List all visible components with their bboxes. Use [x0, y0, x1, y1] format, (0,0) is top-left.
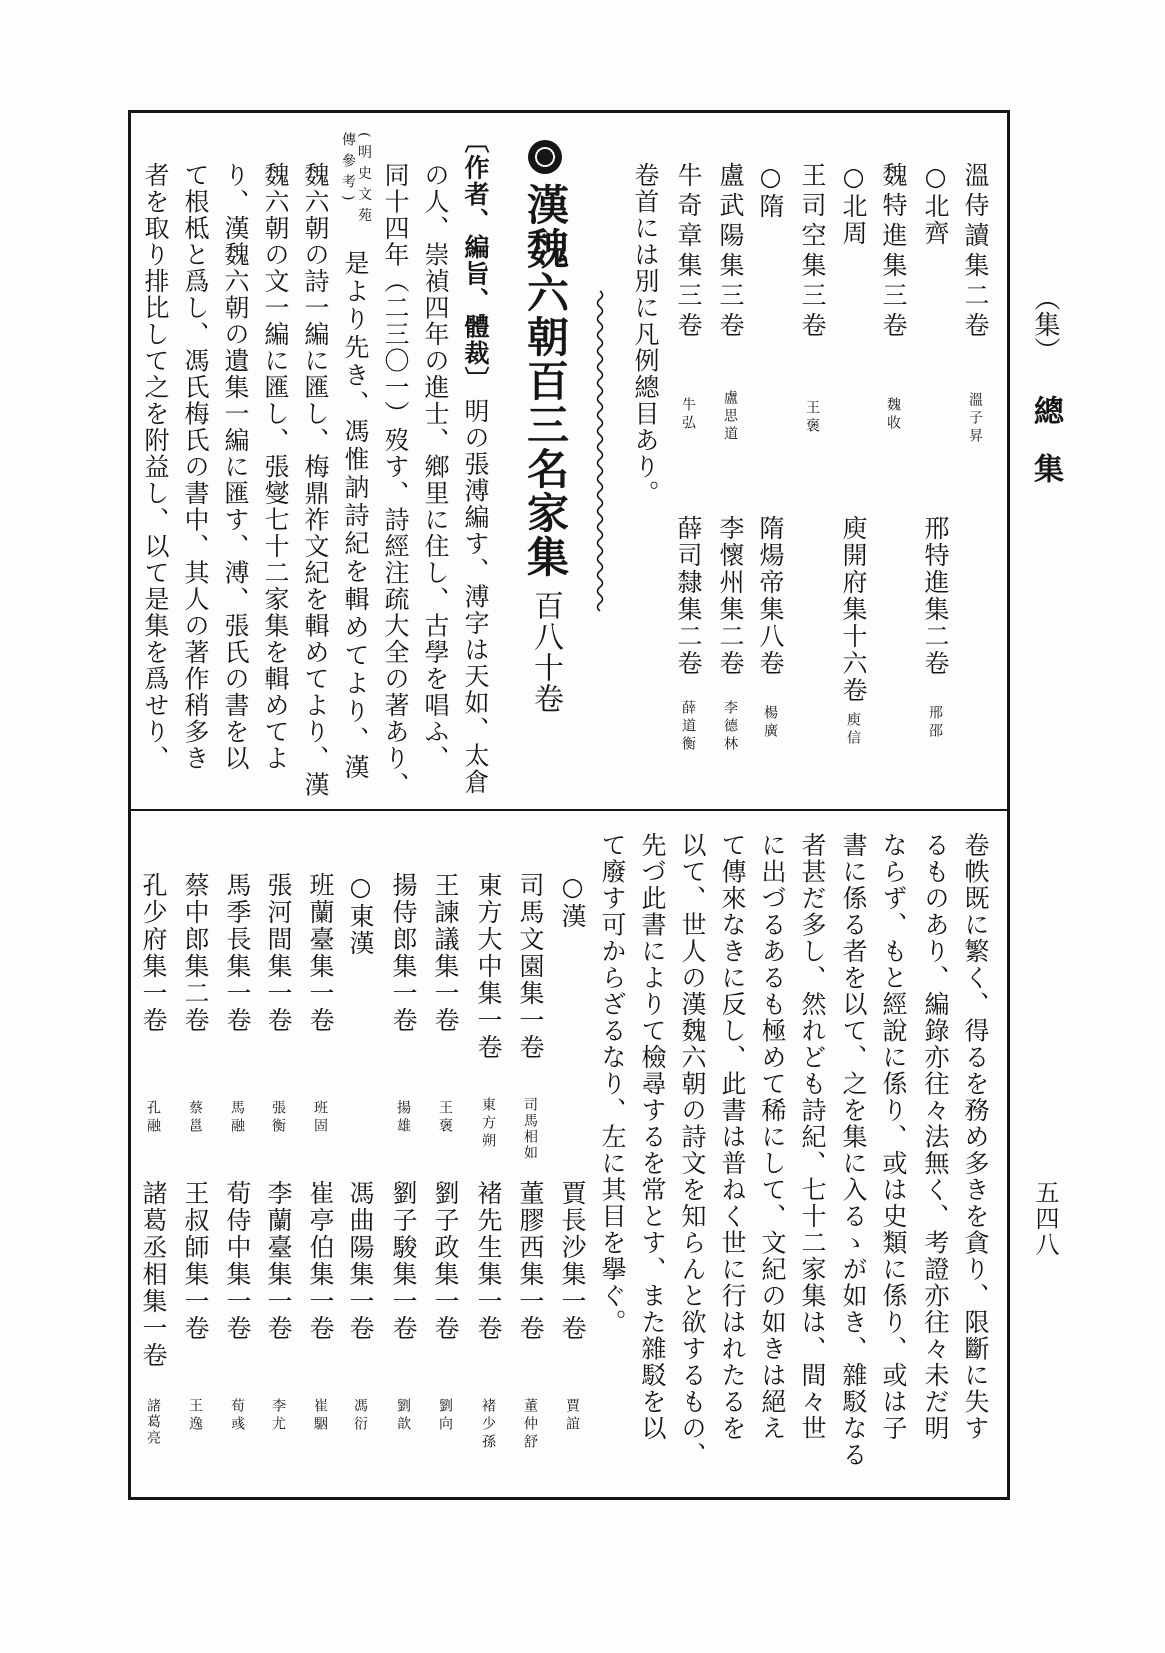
dynasty-heading: ○北周	[839, 162, 868, 247]
section-label-author-purpose-format: 〔作者、編旨、體裁〕	[461, 128, 490, 393]
list-note: 卷首には別に凡例總目あり。	[631, 162, 660, 507]
book-author: 李德林	[722, 700, 738, 754]
body-text-line: 先づ此書によりて檢尋するを常とす、また雜駁を以	[638, 832, 667, 1442]
book-title: 魏特進集三卷	[879, 162, 908, 342]
body-text-line: 卷帙既に繁く、得るを務め多きを貪り、限斷に失す	[961, 832, 990, 1442]
book-author: 班固	[312, 1100, 328, 1136]
book-title: 王司空集三卷	[798, 162, 827, 342]
book-title: 李蘭臺集一卷	[264, 1180, 293, 1342]
body-text-line: の人、崇禎四年の進士、鄉里に住し、古學を唱ふ、	[421, 162, 450, 772]
book-title: 王諫議集一卷	[431, 872, 460, 1034]
book-author: 邢邵	[927, 705, 943, 741]
book-title: 張河間集一卷	[264, 872, 293, 1034]
book-author: 荀彧	[229, 1398, 245, 1434]
book-title: 司馬文園集一卷	[516, 872, 545, 1061]
book-title: 溫侍讀集二卷	[961, 162, 990, 342]
entry-volumes: 百八十卷	[528, 590, 563, 714]
body-text-line: 魏六朝の詩一編に匯し、梅鼎祚文紀を輯めてより、漢	[301, 162, 330, 798]
bullet-circle-icon	[528, 140, 562, 174]
body-text-line: り、漢魏六朝の遺集一編に匯す、溥、張氏の書を以	[221, 162, 250, 772]
book-title: 荀侍中集一卷	[223, 1180, 252, 1342]
body-text-line: て根柢と爲し、馮氏梅氏の書中、其人の著作稍多き	[181, 162, 210, 772]
body-text-line: 者を取り排比して之を附益し、以て是集を爲せり、	[141, 162, 170, 772]
book-author: 王褒	[804, 400, 820, 436]
wavy-separator	[592, 290, 608, 612]
book-title: 蔡中郎集二卷	[181, 872, 210, 1034]
book-title: 班蘭臺集一卷	[306, 872, 335, 1034]
dynasty-heading: ○北齊	[921, 162, 950, 247]
body-text-line: て傳來なきに反し、此書は普ねく世に行はれたるを	[718, 832, 747, 1442]
book-title: 董膠西集一卷	[516, 1180, 545, 1342]
section-label: （集）	[1030, 285, 1060, 363]
book-author: 諸葛亮	[145, 1398, 161, 1446]
body-text-line: に出づるあるも極めて稀にして、文紀の如きは絕え	[758, 832, 787, 1442]
book-title: 揚侍郎集一卷	[389, 872, 418, 1034]
book-author: 李尤	[270, 1398, 286, 1434]
section-title: 總集	[1028, 395, 1063, 511]
book-author: 劉向	[437, 1398, 453, 1434]
book-title: 崔亭伯集一卷	[306, 1180, 335, 1342]
book-author: 馬融	[229, 1100, 245, 1136]
book-author: 崔駰	[312, 1398, 328, 1434]
book-title: 馬季長集一卷	[223, 872, 252, 1034]
book-title: 盧武陽集三卷	[716, 162, 745, 342]
body-text-line: て廢す可からざるなり、左に其目を擧ぐ。	[598, 832, 627, 1336]
book-title: 王叔師集一卷	[181, 1180, 210, 1342]
book-author: 庾信	[845, 712, 861, 748]
book-author: 賈誼	[564, 1398, 580, 1434]
book-author: 魏收	[885, 397, 901, 433]
book-author: 東方朔	[480, 1097, 496, 1151]
book-title: 賈長沙集一卷	[558, 1180, 587, 1342]
body-text-line: 魏六朝の文一編に匯し、張燮七十二家集を輯めてよ	[261, 162, 290, 772]
book-title: 薛司隸集二卷	[674, 515, 703, 677]
book-title: 隋煬帝集八卷	[756, 515, 785, 677]
book-title: 李懷州集二卷	[716, 515, 745, 677]
dynasty-heading: ○漢	[558, 872, 587, 930]
book-title: 庾開府集十六卷	[839, 515, 868, 704]
book-title: 東方大中集一卷	[474, 872, 503, 1061]
book-author: 王逸	[187, 1398, 203, 1434]
book-author: 張衡	[270, 1100, 286, 1136]
entry-title: 漢魏六朝百三名家集	[521, 183, 570, 579]
book-title: 諸葛丞相集一卷	[139, 1180, 168, 1369]
book-title: 褚先生集一卷	[474, 1180, 503, 1342]
source-annotation-line: 傳參考)	[340, 132, 356, 208]
book-author: 蔡邕	[187, 1100, 203, 1136]
body-text-line: 是より先き、馮惟訥詩紀を輯めてより、漢	[341, 250, 370, 782]
book-title: 牛奇章集三卷	[674, 162, 703, 342]
body-text-line: るものあり、編錄亦往々法無く、考證亦往々未だ明	[921, 832, 950, 1442]
body-text-line: 明の張溥編す、溥字は天如、太倉	[461, 398, 490, 796]
source-annotation	[340, 132, 372, 228]
book-author: 牛弘	[680, 397, 696, 433]
book-title: 馮曲陽集一卷	[346, 1180, 375, 1342]
body-text-line: 同十四年（二三〇一）歿す、詩經注疏大全の著あり、	[381, 162, 410, 798]
book-author: 褚少孫	[480, 1398, 496, 1452]
book-title: 劉子政集一卷	[431, 1180, 460, 1342]
dynasty-heading: ○東漢	[346, 872, 375, 957]
book-author: 薛道衡	[680, 700, 696, 754]
book-author: 揚雄	[395, 1100, 411, 1136]
book-author: 盧思道	[722, 390, 738, 444]
book-author: 劉歆	[395, 1398, 411, 1434]
dynasty-heading: ○隋	[756, 162, 785, 220]
body-text-line: 者甚だ多し、然れども詩紀、七十二家集は、間々世	[798, 832, 827, 1442]
book-author: 楊廣	[762, 705, 778, 741]
book-author: 董仲舒	[522, 1398, 538, 1452]
horizontal-divider	[128, 809, 1010, 811]
body-text-line: 書に係る者を以て、之を集に入るゝが如き、雜駁なる	[839, 832, 868, 1468]
body-text-line: 以て、世人の漢魏六朝の詩文を知らんと欲するもの、	[678, 832, 707, 1468]
page-number: 五四八	[1031, 1180, 1059, 1258]
book-author: 司馬相如	[522, 1097, 538, 1161]
source-annotation-line: (明史文苑	[356, 132, 372, 229]
book-title: 劉子駿集一卷	[389, 1180, 418, 1342]
body-text-line: ならず、もと經說に係り、或は史類に係り、或は子	[879, 832, 908, 1442]
book-author: 王褒	[437, 1100, 453, 1136]
book-author: 孔融	[145, 1100, 161, 1136]
book-title: 邢特進集二卷	[921, 515, 950, 677]
book-title: 孔少府集一卷	[139, 872, 168, 1034]
book-author: 溫子昇	[967, 392, 983, 446]
book-author: 馮衍	[352, 1398, 368, 1434]
